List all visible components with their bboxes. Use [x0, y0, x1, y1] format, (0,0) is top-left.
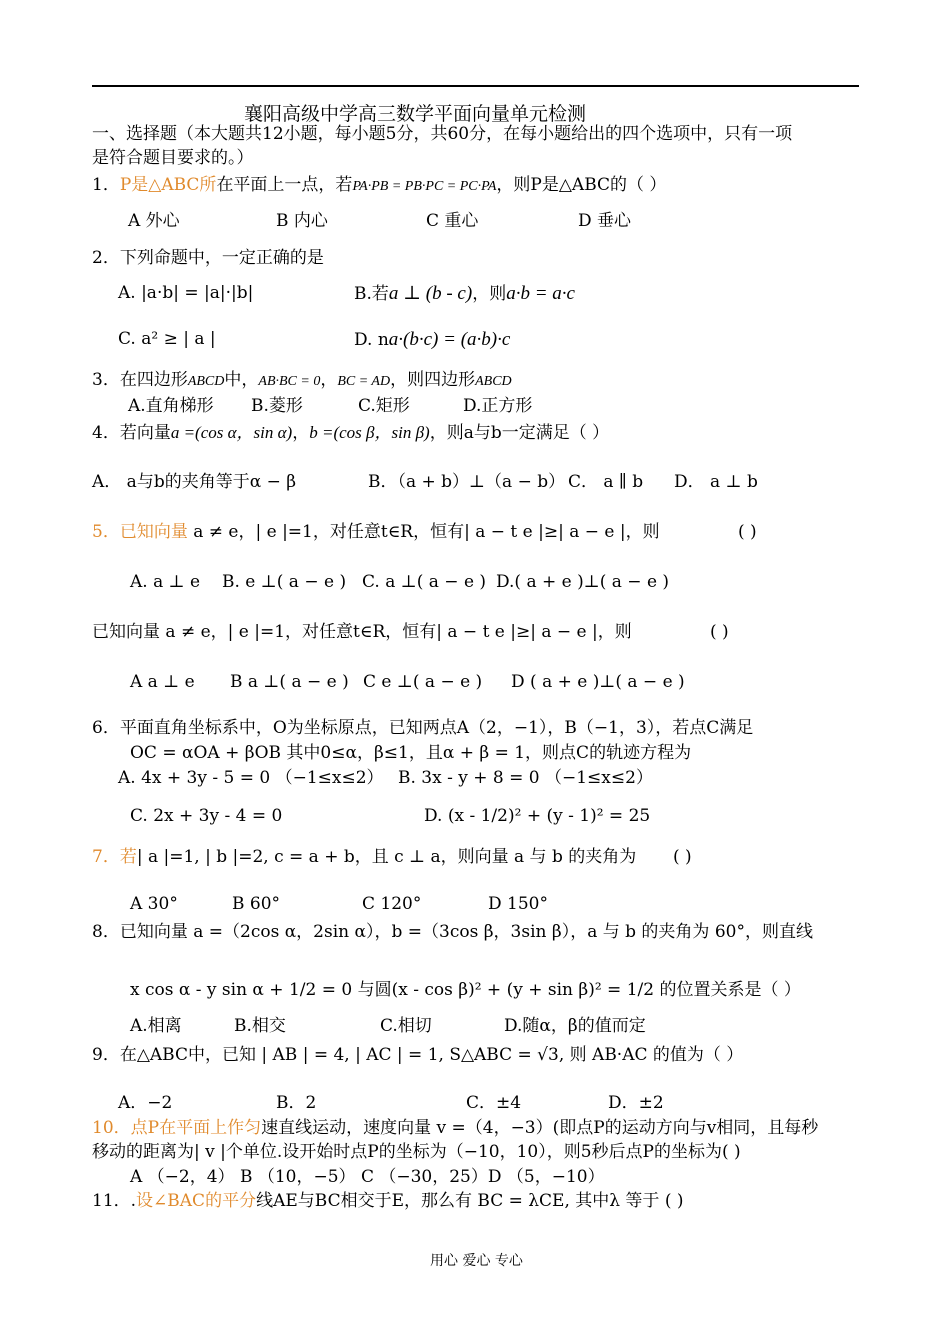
option-c[interactable]: C．±4 [466, 1093, 522, 1113]
question-text: 线AE与BC相交于E，那么有 BC = λCE, 其中λ 等于 ( ) [256, 1191, 684, 1211]
option-label: B.若 [354, 284, 389, 304]
formula: b =(cos β，sin β) [309, 423, 430, 442]
option-d[interactable]: D.正方形 [463, 396, 533, 416]
option-text: ，则 [472, 284, 507, 304]
highlight-text: 7．若 [92, 847, 137, 867]
page-title: 襄阳高级中学高三数学平面向量单元检测 [244, 103, 587, 125]
option-d[interactable]: D. (x - 1/2)² + (y - 1)² = 25 [424, 806, 651, 826]
formula: a =(cos α，sin α) [170, 423, 293, 442]
question-number: 1． [92, 175, 120, 195]
option-d[interactable]: D.( a + e )⊥( a − e ) [496, 572, 670, 592]
question-text: ， [292, 423, 310, 443]
option-label: D. n [354, 330, 389, 350]
option-c[interactable]: C 重心 [426, 211, 479, 231]
option-a[interactable]: A. a ⊥ e [130, 572, 201, 592]
question-5-options [130, 572, 669, 592]
option-c[interactable]: C.相切 [380, 1016, 432, 1036]
option-a[interactable]: A.直角梯形 [128, 396, 214, 416]
question-5 [92, 522, 660, 542]
question-9: 9．在△ABC中，已知 | AB | = 4, | AC | = 1, S△ABC = √3, 则 AB·AC 的值为（ ） [92, 1045, 744, 1065]
highlight-text: 设∠BAC的平分 [136, 1191, 257, 1211]
question-text: 中， [224, 370, 259, 390]
option-a[interactable]: A．−2 [118, 1093, 173, 1113]
question-11 [92, 1191, 684, 1211]
question-9-options [118, 1093, 664, 1113]
option-d[interactable]: D 垂心 [578, 211, 632, 231]
question-tail: ，则P是△ABC的（ ） [496, 175, 667, 195]
section-heading-line2: 是符合题目要求的。） [92, 148, 254, 168]
question-3 [92, 370, 512, 391]
option-a[interactable]: A 30° [130, 894, 178, 914]
formula: a·b = a·c [506, 283, 575, 304]
option-a[interactable]: A a ⊥ e [130, 672, 195, 692]
answer-paren: ( ) [738, 522, 757, 542]
question-2: 2．下列命题中，一定正确的是 [92, 248, 324, 268]
section-heading-line1: 一、选择题（本大题共12小题，每小题5分，共60分，在每小题给出的四个选项中，只有一项 [92, 124, 793, 144]
option-d[interactable]: D． a ⊥ b [674, 472, 758, 492]
question-text: 速直线运动，速度向量 v =（4，−3）(即点P的运动方向与v相同，且每秒 [261, 1118, 819, 1138]
option-d[interactable]: D.随α，β的值而定 [504, 1016, 646, 1036]
option-c[interactable]: C． a ∥ b [568, 472, 644, 492]
question-text: ，则a与b一定满足（ ） [429, 423, 610, 443]
option-d[interactable]: D ( a + e )⊥( a − e ) [511, 672, 685, 692]
option-a[interactable]: A.相离 [130, 1016, 182, 1036]
option-b[interactable]: B.相交 [234, 1016, 286, 1036]
option-c[interactable]: C e ⊥( a − e ) [363, 672, 483, 692]
formula: a·(b·c) = (a·b)·c [388, 329, 511, 350]
option-b[interactable]: B.菱形 [251, 396, 303, 416]
question-text: ，则四边形 [390, 370, 476, 390]
option-a[interactable]: A 外心 [128, 211, 180, 231]
question-5-repeat-options [130, 672, 685, 692]
highlight-text: 点P在平面上作匀 [130, 1118, 262, 1138]
question-7-options [130, 894, 548, 914]
question-10-line2: 移动的距离为| v |个单位.设开始时点P的坐标为（−10，10），则5秒后点P的坐标为( ) [92, 1142, 741, 1162]
question-8-options [130, 1016, 646, 1036]
option-b[interactable]: B 60° [232, 894, 281, 914]
question-text: a ≠ e，| e |=1，对任意t∈R，恒有| a − t e |≥| a − e |，则 [187, 522, 660, 542]
option-b[interactable] [354, 283, 575, 306]
option-d[interactable]: D．±2 [608, 1093, 664, 1113]
option-b[interactable]: B．2 [276, 1093, 317, 1113]
option-b[interactable]: B a ⊥( a − e ) [230, 672, 349, 692]
question-8-line1: 8．已知向量 a =（2cos α，2sin α），b =（3cos β，3sin β），a 与 b 的夹角为 60°，则直线 [92, 922, 813, 942]
option-d[interactable]: D 150° [488, 894, 548, 914]
option-b[interactable]: B 内心 [276, 211, 328, 231]
formula: BC = AD [337, 374, 391, 389]
option-a[interactable]: A． a与b的夹角等于α − β [92, 472, 297, 492]
question-text: ， [320, 370, 338, 390]
question-10-line1 [92, 1118, 818, 1138]
question-8-line2: x cos α - y sin α + 1/2 = 0 与圆(x - cos β)² + (y + sin β)² = 1/2 的位置关系是（ ） [130, 980, 801, 1000]
question-number: 10． [92, 1118, 131, 1138]
question-text: | a |=1, | b |=2, c = a + b，且 c ⊥ a，则向量 a 与 b 的夹角为 [136, 847, 637, 867]
question-number: 5． [92, 522, 120, 542]
question-text: 3．在四边形 [92, 370, 188, 390]
question-3-options [128, 396, 532, 416]
option-a[interactable]: A. |a·b| = |a|·|b| [118, 283, 254, 303]
question-6-line2: OC = αOA + βOB 其中0≤α，β≤1，且α + β = 1，则点C的轨迹方程为 [130, 743, 692, 763]
header-rule [92, 85, 859, 87]
highlight-text: P是△ABC所 [119, 175, 217, 195]
question-1 [92, 175, 666, 196]
option-c[interactable]: C 120° [362, 894, 422, 914]
option-a[interactable]: A. 4x + 3y - 5 = 0 （−1≤x≤2） [118, 768, 384, 788]
option-b[interactable]: B. e ⊥( a − e ) [222, 572, 347, 592]
question-5-repeat: 已知向量 a ≠ e，| e |=1，对任意t∈R，恒有| a − t e |≥| a − e |，则 [92, 622, 632, 642]
question-text: 在平面上一点，若 [216, 175, 353, 195]
option-b[interactable]: B. 3x - y + 8 = 0 （−1≤x≤2） [398, 768, 653, 788]
option-c[interactable]: C. a ⊥( a − e ) [362, 572, 487, 592]
question-4 [92, 423, 609, 443]
option-d[interactable] [354, 329, 510, 352]
option-c[interactable]: C. 2x + 3y - 4 = 0 [130, 806, 283, 826]
formula: a ⊥ (b - c) [388, 283, 473, 304]
question-4-options [92, 472, 758, 492]
question-1-options [128, 211, 631, 231]
question-10-options[interactable]: A （−2，4） B （10，−5） C （−30，25）D （5，−10） [130, 1167, 605, 1187]
question-7 [92, 847, 636, 867]
answer-paren: ( ) [673, 847, 692, 867]
option-c[interactable]: C. a² ≥ | a | [118, 329, 216, 349]
question-number: 11．. [92, 1191, 137, 1211]
option-b[interactable]: B．（a + b）⊥（a − b） [368, 472, 566, 492]
option-c[interactable]: C.矩形 [358, 396, 410, 416]
question-text: 4．若向量 [92, 423, 171, 443]
formula: AB·BC = 0 [258, 374, 321, 389]
formula: PA·PB = PB·PC = PC·PA [352, 179, 497, 194]
highlight-text: 已知向量 [119, 522, 188, 542]
formula: ABCD [475, 374, 512, 389]
page-footer: 用心 爱心 专心 [430, 1253, 523, 1269]
formula: ABCD [187, 374, 225, 389]
answer-paren: ( ) [710, 622, 729, 642]
question-6-line1: 6．平面直角坐标系中，O为坐标原点，已知两点A（2，−1），B（−1，3），若点C满足 [92, 718, 754, 738]
